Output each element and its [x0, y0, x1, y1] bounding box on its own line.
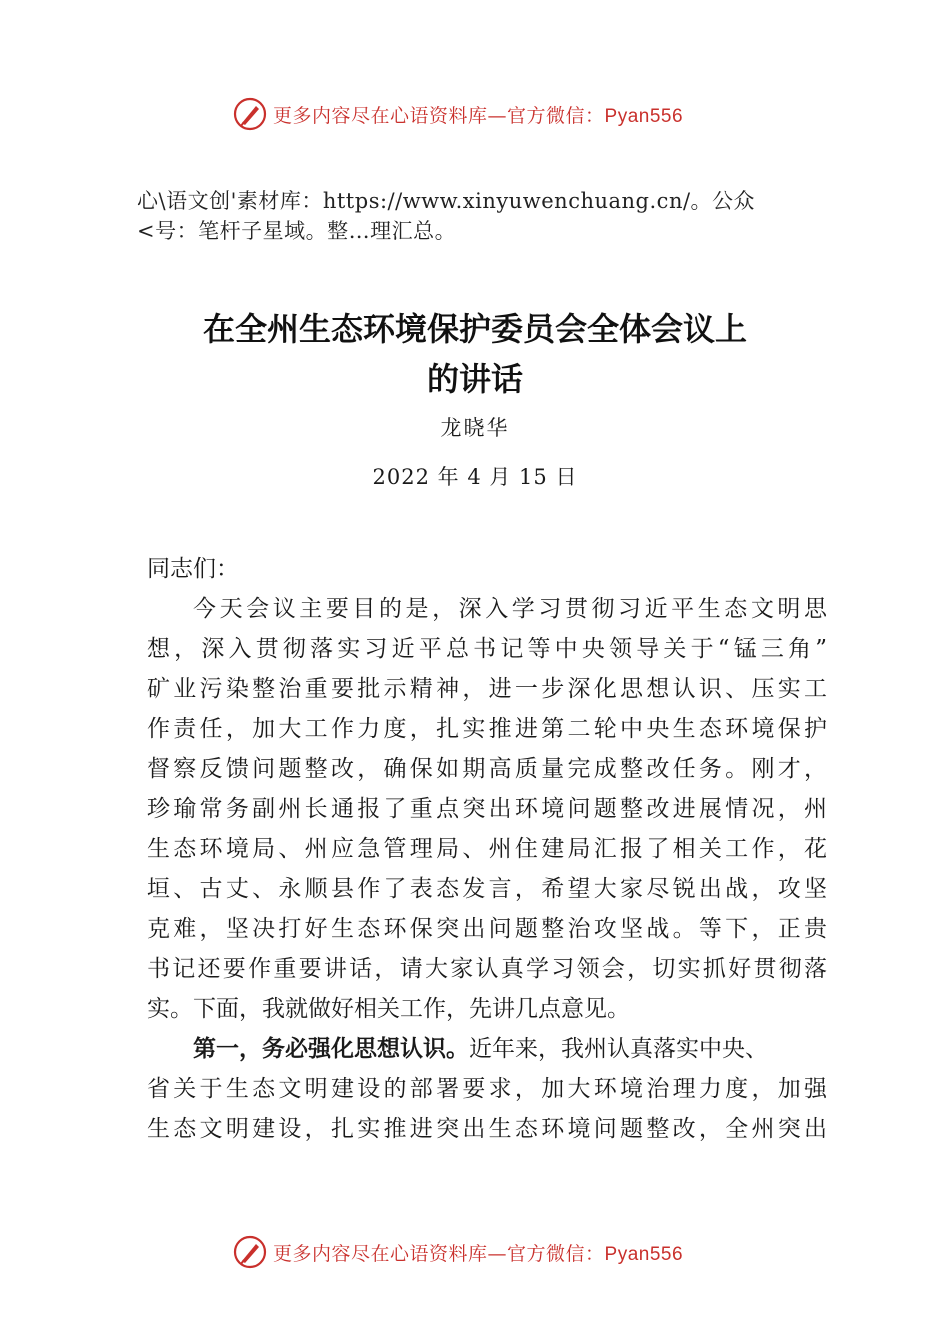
banner-text-group [273, 1239, 683, 1266]
banner-text: 更多内容尽在心语资料库 [273, 105, 488, 127]
footer-banner [0, 1234, 950, 1274]
document-title [0, 304, 950, 404]
banner-handle: Pyan556 [604, 1244, 684, 1265]
paragraph-line: 生态环境局、州应急管理局、州住建局汇报了相关工作，花 [147, 836, 827, 862]
paragraph-line: 生态文明建设，扎实推进突出生态环境问题整改，全州突出 [147, 1116, 827, 1142]
quill-pen-icon [232, 96, 268, 132]
paragraph-line: 垣、古丈、永顺县作了表态发言，希望大家尽锐出战，攻坚 [147, 876, 827, 902]
paragraph-line [147, 1029, 827, 1069]
paragraph-line: 书记还要作重要讲话，请大家认真学习领会，切实抓好贯彻落 [147, 956, 827, 982]
paragraph-line: 今天会议主要目的是，深入学习贯彻习近平生态文明思 [193, 596, 827, 622]
banner-separator: —官方微信： [487, 105, 605, 127]
header-banner [0, 96, 950, 136]
paragraph-line: 督察反馈问题整改，确保如期高质量完成整改任务。刚才， [147, 756, 827, 782]
banner-text-group [273, 101, 683, 128]
source-note [137, 186, 837, 246]
banner-text: 更多内容尽在心语资料库 [273, 1243, 488, 1265]
source-note-line: <号：笔杆子星域。整…理汇总。 [137, 219, 457, 243]
paragraph-line: 想，深入贯彻落实习近平总书记等中央领导关于“锰三角” [147, 636, 827, 662]
title-line: 在全州生态环境保护委员会全体会议上 [202, 310, 747, 348]
paragraph-text: 近年来，我州认真落实中央、 [469, 1036, 768, 1062]
source-note-line: 心\语文创'素材库：https://www.xinyuwenchuang.cn/。公众 [137, 189, 756, 213]
paragraph-line: 珍瑜常务副州长通报了重点突出环境问题整改进展情况，州 [147, 796, 827, 822]
paragraph-line: 省关于生态文明建设的部署要求，加大环境治理力度，加强 [147, 1076, 827, 1102]
section-heading: 第一，务必强化思想认识。 [193, 1036, 469, 1062]
date: 2022 年 4 月 15 日 [372, 465, 578, 489]
quill-pen-icon [232, 1234, 268, 1270]
title-line: 的讲话 [426, 360, 523, 398]
document-body [147, 549, 827, 1149]
paragraph-line: 克难，坚决打好生态环保突出问题整治攻坚战。等下，正贵 [147, 916, 827, 942]
author: 龙晓华 [440, 416, 510, 440]
banner-separator: —官方微信： [487, 1243, 605, 1265]
greeting: 同志们： [147, 556, 239, 582]
paragraph-line: 作责任，加大工作力度，扎实推进第二轮中央生态环境保护 [147, 716, 827, 742]
paragraph-line: 实。下面，我就做好相关工作，先讲几点意见。 [147, 996, 630, 1022]
paragraph-line: 矿业污染整治重要批示精神，进一步深化思想认识、压实工 [147, 676, 827, 702]
banner-handle: Pyan556 [604, 106, 684, 127]
